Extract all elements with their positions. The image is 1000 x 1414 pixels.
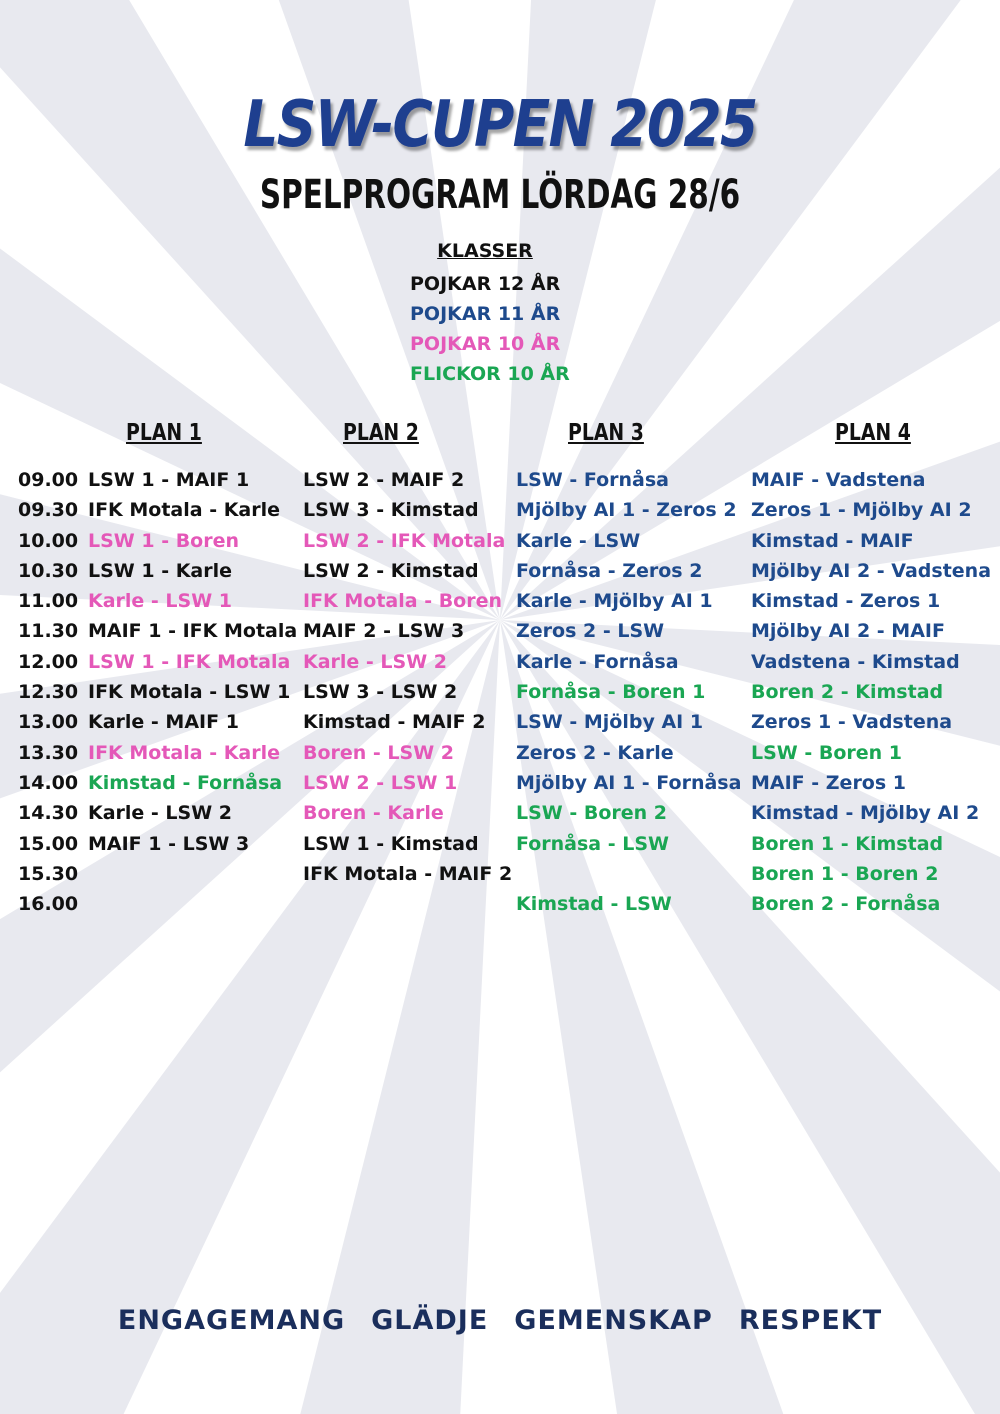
schedule-row	[0, 556, 1000, 586]
time-label: 09.30	[18, 499, 79, 522]
match-cell: Boren 2 - Fornåsa	[751, 893, 941, 916]
match-cell: Mjölby AI 1 - Zeros 2	[516, 499, 737, 522]
time-label: 14.00	[18, 771, 79, 794]
schedule-row	[0, 859, 1000, 889]
match-cell: LSW 1 - Boren	[88, 529, 240, 552]
schedule-row	[0, 647, 1000, 677]
match-cell: Fornåsa - Zeros 2	[516, 559, 703, 582]
match-cell: IFK Motala - Boren	[303, 590, 503, 613]
class-item: POJKAR 12 ÅR	[410, 273, 561, 295]
match-cell: Fornåsa - Boren 1	[516, 681, 706, 704]
footer-value: GEMENSKAP	[514, 1305, 713, 1336]
match-cell: MAIF 2 - LSW 3	[303, 620, 465, 643]
footer-values	[0, 1305, 1000, 1336]
match-cell: Karle - Fornåsa	[516, 650, 679, 673]
page-title: LSW-CUPEN 2025	[243, 88, 757, 162]
match-cell: LSW 1 - MAIF 1	[88, 469, 250, 491]
time-label: 11.30	[18, 620, 79, 643]
schedule-row	[0, 465, 1000, 495]
match-cell: Mjölby AI 2 - MAIF	[751, 620, 945, 643]
match-cell: MAIF - Zeros 1	[751, 771, 907, 794]
match-cell: Kimstad - MAIF	[751, 529, 914, 552]
match-cell: LSW 2 - Kimstad	[303, 559, 479, 582]
plan-4-heading: PLAN 4	[835, 420, 911, 446]
match-cell: LSW 1 - Kimstad	[303, 832, 479, 855]
footer-value: RESPEKT	[738, 1305, 883, 1336]
time-label: 13.30	[18, 741, 79, 764]
match-cell: LSW 1 - IFK Motala	[88, 650, 291, 673]
match-cell: MAIF - Vadstena	[751, 469, 926, 491]
schedule-row	[0, 798, 1000, 828]
match-cell: Kimstad - Zeros 1	[751, 590, 941, 613]
schedule-row	[0, 738, 1000, 768]
match-cell: Boren - LSW 2	[303, 741, 455, 764]
match-cell: Boren 2 - Kimstad	[751, 681, 944, 704]
match-cell: IFK Motala - MAIF 2	[303, 862, 513, 885]
schedule-row	[0, 889, 1000, 919]
match-cell: LSW - Mjölby AI 1	[516, 711, 704, 734]
time-label: 09.00	[18, 469, 79, 491]
match-cell: Boren 1 - Kimstad	[751, 832, 944, 855]
match-cell: Boren 1 - Boren 2	[751, 862, 939, 885]
page-subtitle: SPELPROGRAM LÖRDAG 28/6	[259, 172, 741, 218]
schedule-table	[0, 465, 1000, 919]
time-label: 13.00	[18, 711, 79, 734]
match-cell: LSW - Boren 1	[751, 741, 903, 764]
match-cell: Karle - LSW 2	[303, 650, 448, 673]
match-cell: Kimstad - Mjölby AI 2	[751, 802, 980, 825]
match-cell: Karle - LSW	[516, 529, 641, 552]
match-cell: Zeros 2 - Karle	[516, 741, 674, 764]
schedule-row	[0, 495, 1000, 525]
match-cell: LSW 3 - Kimstad	[303, 499, 479, 522]
match-cell: Mjölby AI 1 - Fornåsa	[516, 771, 742, 794]
match-cell: Kimstad - LSW	[516, 893, 672, 916]
footer-value: ENGAGEMANG	[117, 1305, 346, 1336]
match-cell: Boren - Karle	[303, 802, 444, 825]
classes-list	[410, 269, 630, 389]
match-cell: LSW 2 - MAIF 2	[303, 469, 465, 491]
plan-1-heading: PLAN 1	[126, 420, 202, 446]
plan-3-heading: PLAN 3	[568, 420, 644, 446]
match-cell: IFK Motala - LSW 1	[88, 681, 291, 704]
match-cell: MAIF 1 - LSW 3	[88, 832, 250, 855]
classes-heading: KLASSER	[437, 240, 533, 262]
match-cell: MAIF 1 - IFK Motala	[88, 620, 298, 643]
schedule-row	[0, 768, 1000, 798]
time-label: 11.00	[18, 590, 79, 613]
schedule-row	[0, 677, 1000, 707]
time-label: 12.30	[18, 681, 79, 704]
match-cell: Fornåsa - LSW	[516, 832, 669, 855]
class-item: FLICKOR 10 ÅR	[410, 363, 570, 385]
time-label: 10.00	[18, 529, 79, 552]
match-cell: LSW 2 - IFK Motala	[303, 529, 506, 552]
match-cell: Karle - Mjölby AI 1	[516, 590, 713, 613]
match-cell: IFK Motala - Karle	[88, 741, 281, 764]
schedule-row	[0, 829, 1000, 859]
match-cell: Karle - MAIF 1	[88, 711, 239, 734]
match-cell: Zeros 2 - LSW	[516, 620, 665, 643]
time-label: 10.30	[18, 559, 79, 582]
plan-2-heading: PLAN 2	[343, 420, 419, 446]
match-cell: LSW 2 - LSW 1	[303, 771, 458, 794]
match-cell: Mjölby AI 2 - Vadstena	[751, 559, 992, 582]
match-cell: LSW - Fornåsa	[516, 469, 669, 491]
match-cell: Kimstad - MAIF 2	[303, 711, 486, 734]
match-cell: Karle - LSW 2	[88, 802, 233, 825]
match-cell: Kimstad - Fornåsa	[88, 771, 283, 794]
match-cell: Vadstena - Kimstad	[751, 650, 960, 673]
match-cell: Karle - LSW 1	[88, 590, 233, 613]
match-cell: IFK Motala - Karle	[88, 499, 281, 522]
class-item: POJKAR 11 ÅR	[410, 303, 561, 325]
match-cell: LSW 1 - Karle	[88, 559, 233, 582]
classes-legend	[410, 240, 630, 389]
schedule-row	[0, 707, 1000, 737]
time-label: 15.30	[18, 862, 79, 885]
time-label: 14.30	[18, 802, 79, 825]
match-cell: LSW - Boren 2	[516, 802, 668, 825]
match-cell: LSW 3 - LSW 2	[303, 681, 458, 704]
time-label: 12.00	[18, 650, 79, 673]
time-label: 15.00	[18, 832, 79, 855]
schedule-row	[0, 586, 1000, 616]
footer-value: GLÄDJE	[371, 1305, 489, 1336]
match-cell: Zeros 1 - Mjölby AI 2	[751, 499, 972, 522]
class-item: POJKAR 10 ÅR	[410, 333, 561, 355]
time-label: 16.00	[18, 893, 79, 916]
match-cell: Zeros 1 - Vadstena	[751, 711, 953, 734]
schedule-row	[0, 526, 1000, 556]
schedule-row	[0, 616, 1000, 646]
